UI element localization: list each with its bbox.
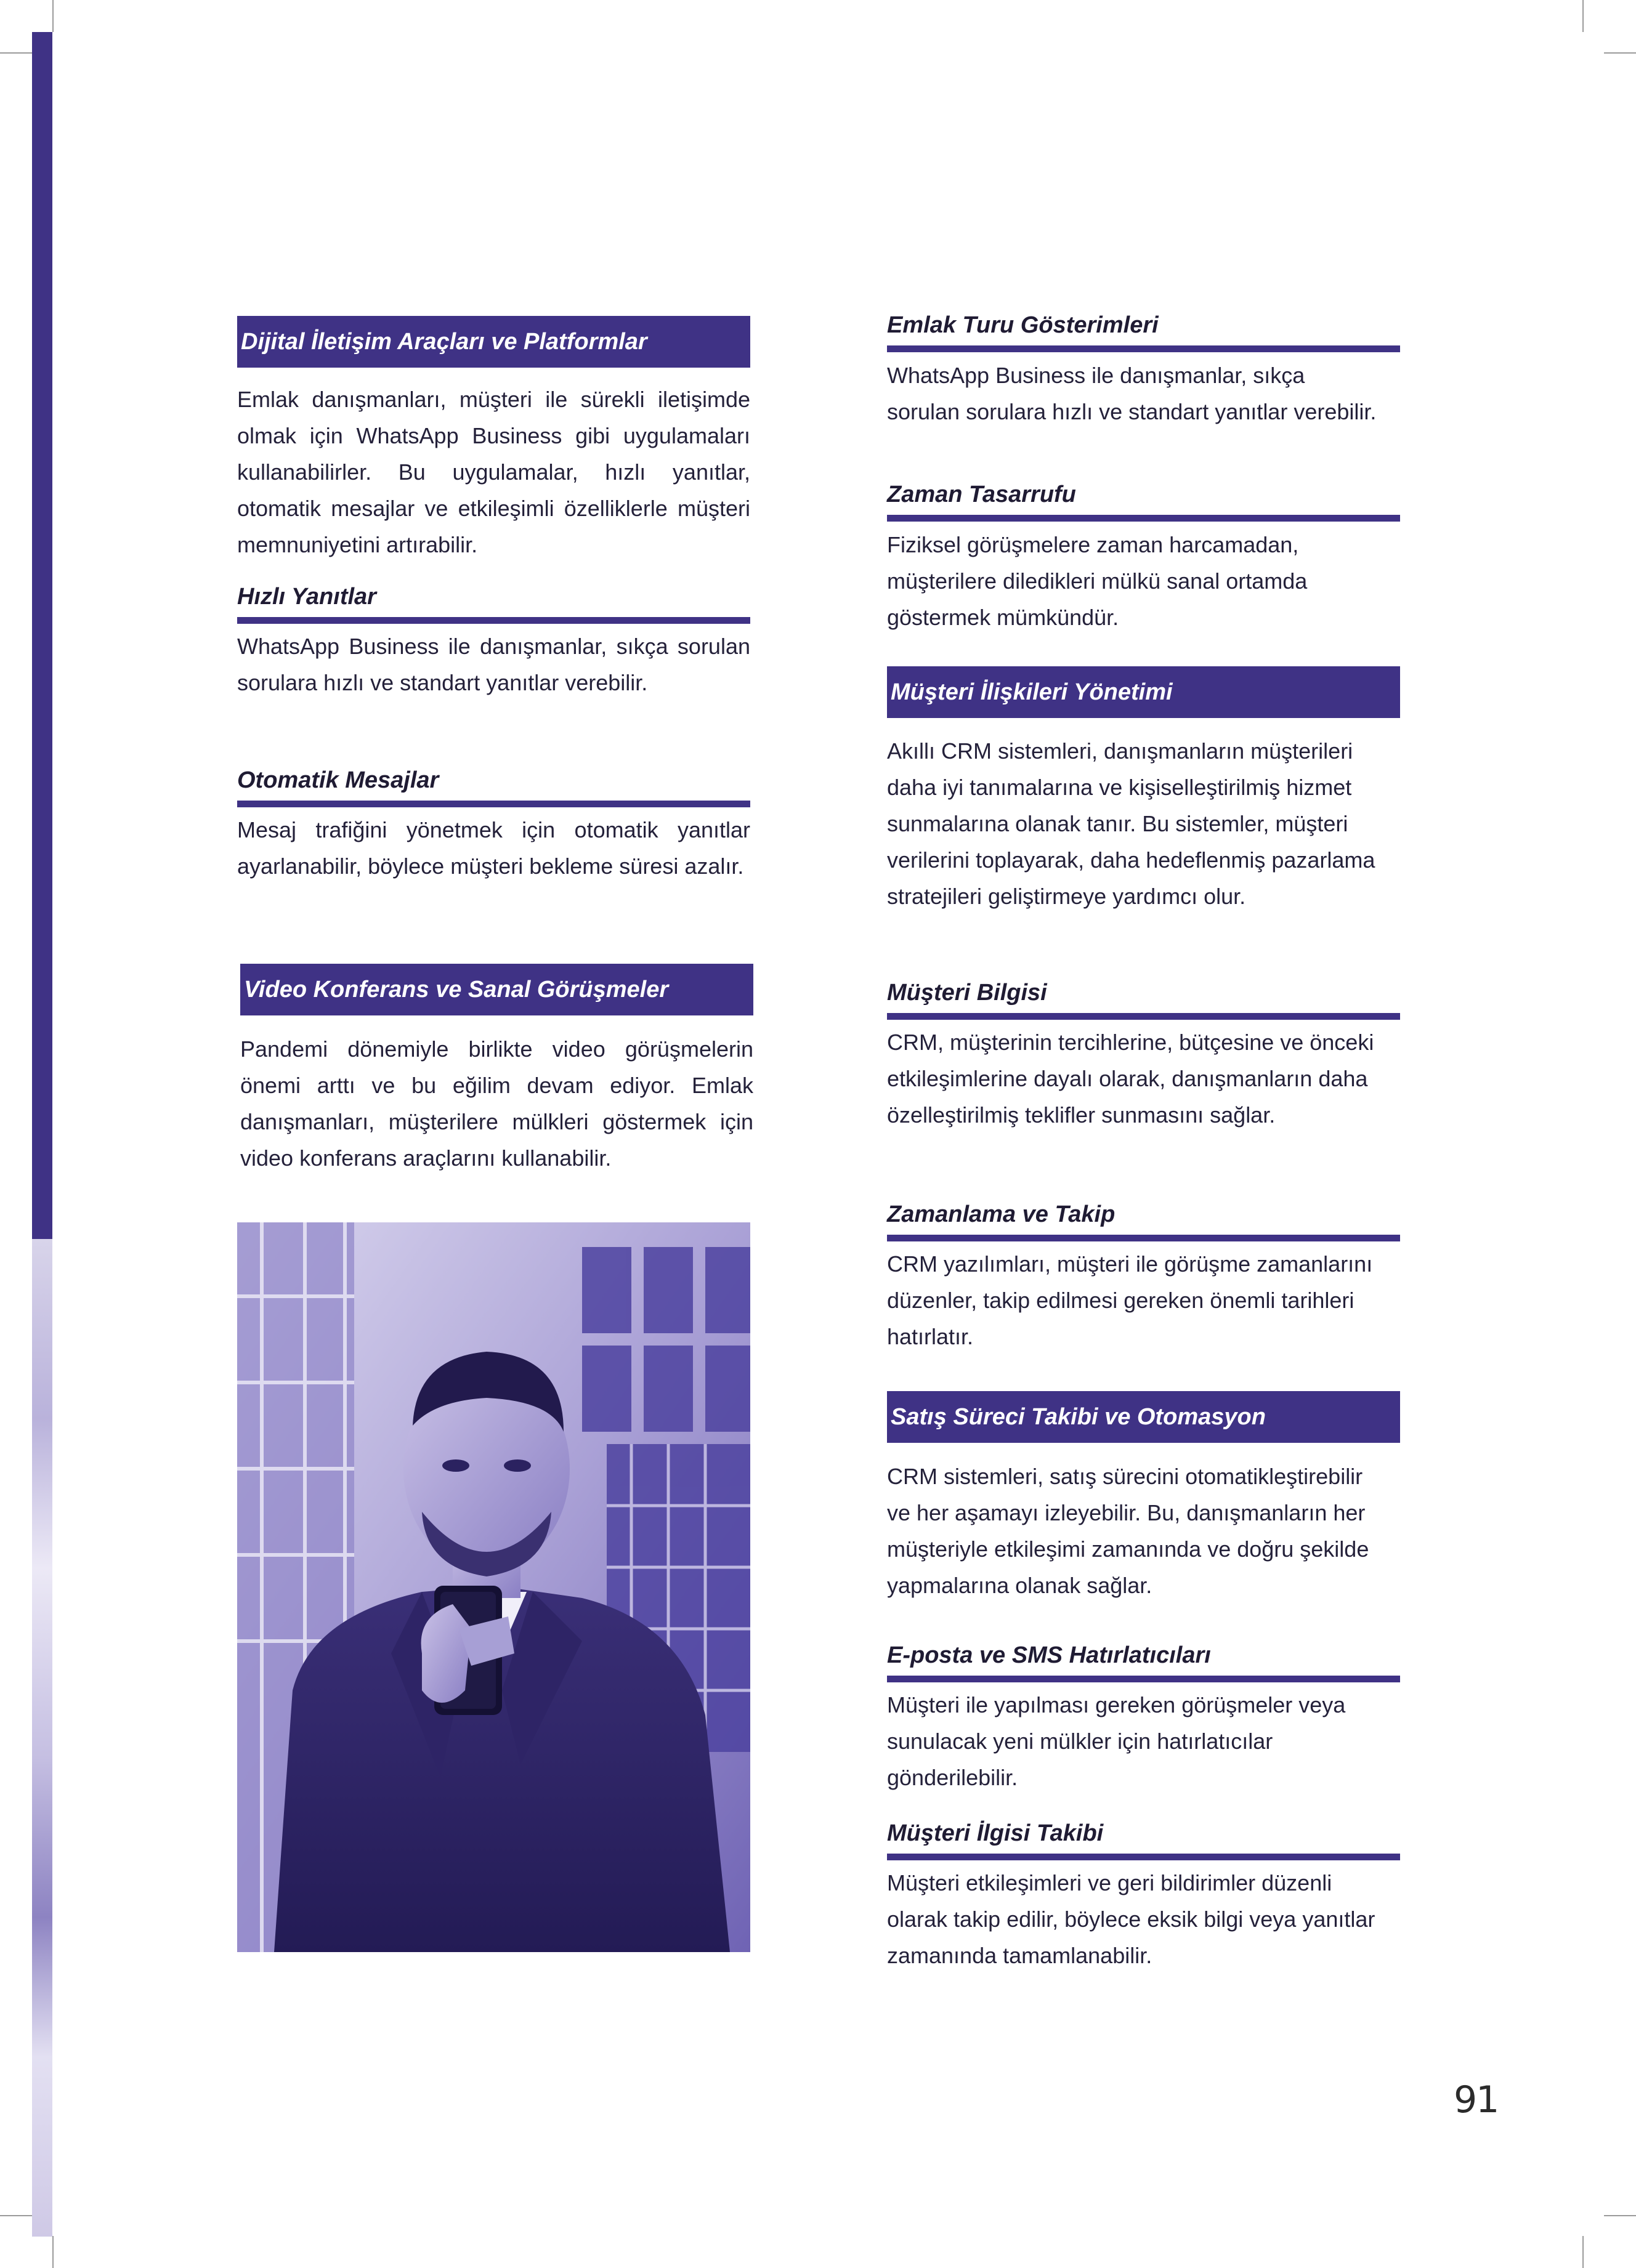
crop-mark-top-left-h <box>0 52 32 54</box>
heading-underline <box>887 1013 1400 1020</box>
heading-sales-tracking: Satış Süreci Takibi ve Otomasyon <box>887 1391 1400 1443</box>
paragraph-auto-messages: Mesaj trafiğini yönetmek için otomatik yanıtlar ayarlanabilir, böylece müşteri bekleme süresi azalır. <box>237 817 750 879</box>
heading-customer-info: Müşteri Bilgisi <box>887 980 1047 1006</box>
crop-mark-bottom-left-v <box>52 2236 54 2268</box>
crop-mark-bottom-right-v <box>1582 2236 1584 2268</box>
paragraph-reminders: Müşteri ile yapılması gereken görüşmeler veya sunulacak yeni mülkler için hatırlatıcılar gönderilebilir. <box>887 1692 1346 1790</box>
side-accent-strip <box>32 32 52 1239</box>
crop-mark-top-right-v <box>1582 0 1584 32</box>
paragraph-property-tour: WhatsApp Business ile danışmanlar, sıkça sorulan sorulara hızlı ve standart yanıtlar verebilir. <box>887 363 1377 424</box>
heading-reminders: E-posta ve SMS Hatırlatıcıları <box>887 1642 1211 1668</box>
heading-underline <box>887 1676 1400 1682</box>
businessman-phone-photo <box>237 1222 750 1952</box>
side-photo-strip <box>32 1239 52 2237</box>
paragraph-interest-tracking: Müşteri etkileşimleri ve geri bildirimler düzenli olarak takip edilir, böylece eksik bilgi veya yanıtlar zamanında tamamlanabilir. <box>887 1870 1375 1968</box>
crop-mark-bottom-right-h <box>1604 2215 1636 2216</box>
paragraph-sales-tracking: CRM sistemleri, satış sürecini otomatikleştirebilir ve her aşamayı izleyebilir. Bu, danışmanların her müşteriyle etkileşimi zamanında ve doğru şekilde yapmalarına olanak sağlar. <box>887 1464 1369 1598</box>
heading-interest-tracking: Müşteri İlgisi Takibi <box>887 1820 1104 1846</box>
heading-underline <box>887 515 1400 522</box>
heading-scheduling: Zamanlama ve Takip <box>887 1201 1116 1227</box>
page-number: 91 <box>1454 2078 1499 2121</box>
paragraph-digital-communication: Emlak danışmanları, müşteri ile sürekli iletişimde olmak için WhatsApp Business gibi uygulamaları kullanabilirler. Bu uygulamalar, hızlı yanıtlar, otomatik mesajlar ve etkileşimli özelliklerle müşteri memnuniyetini artırabilir. <box>237 387 750 557</box>
crop-mark-bottom-left-h <box>0 2215 32 2216</box>
heading-quick-replies: Hızlı Yanıtlar <box>237 584 376 610</box>
heading-underline <box>887 1235 1400 1241</box>
heading-underline <box>887 1854 1400 1860</box>
paragraph-scheduling: CRM yazılımları, müşteri ile görüşme zamanlarını düzenler, takip edilmesi gereken önemli tarihleri hatırlatır. <box>887 1251 1373 1349</box>
crop-mark-top-left-v <box>52 0 54 32</box>
paragraph-customer-info: CRM, müşterinin tercihlerine, bütçesine ve önceki etkileşimlerine dayalı olarak, danışmanların daha özelleştirilmiş teklifler sunmasını sağlar. <box>887 1030 1374 1128</box>
heading-time-saving: Zaman Tasarrufu <box>887 482 1076 507</box>
heading-auto-messages: Otomatik Mesajlar <box>237 767 439 793</box>
heading-underline <box>237 617 750 624</box>
paragraph-time-saving: Fiziksel görüşmelere zaman harcamadan, müşterilere diledikleri mülkü sanal ortamda göstermek mümkündür. <box>887 532 1308 630</box>
heading-digital-communication: Dijital İletişim Araçları ve Platformlar <box>237 316 750 368</box>
paragraph-video-conference: Pandemi dönemiyle birlikte video görüşmelerin önemi arttı ve bu eğilim devam ediyor. Emlak danışmanları, müşterilere mülkleri göstermek için video konferans araçlarını kullanabilir. <box>240 1036 753 1171</box>
heading-video-conference: Video Konferans ve Sanal Görüşmeler <box>240 964 753 1015</box>
crop-mark-top-right-h <box>1604 52 1636 54</box>
heading-underline <box>887 345 1400 352</box>
paragraph-quick-replies: WhatsApp Business ile danışmanlar, sıkça sorulan sorulara hızlı ve standart yanıtlar verebilir. <box>237 634 750 695</box>
heading-crm: Müşteri İlişkileri Yönetimi <box>887 666 1400 718</box>
heading-property-tour: Emlak Turu Gösterimleri <box>887 312 1159 338</box>
paragraph-crm: Akıllı CRM sistemleri, danışmanların müşterileri daha iyi tanımalarına ve kişiselleştirilmiş hizmet sunmalarına olanak tanır. Bu sistemler, müşteri verilerini toplayarak, daha hedeflenmiş pazarlama stratejileri geliştirmeye yardımcı olur. <box>887 738 1375 909</box>
heading-underline <box>237 801 750 807</box>
